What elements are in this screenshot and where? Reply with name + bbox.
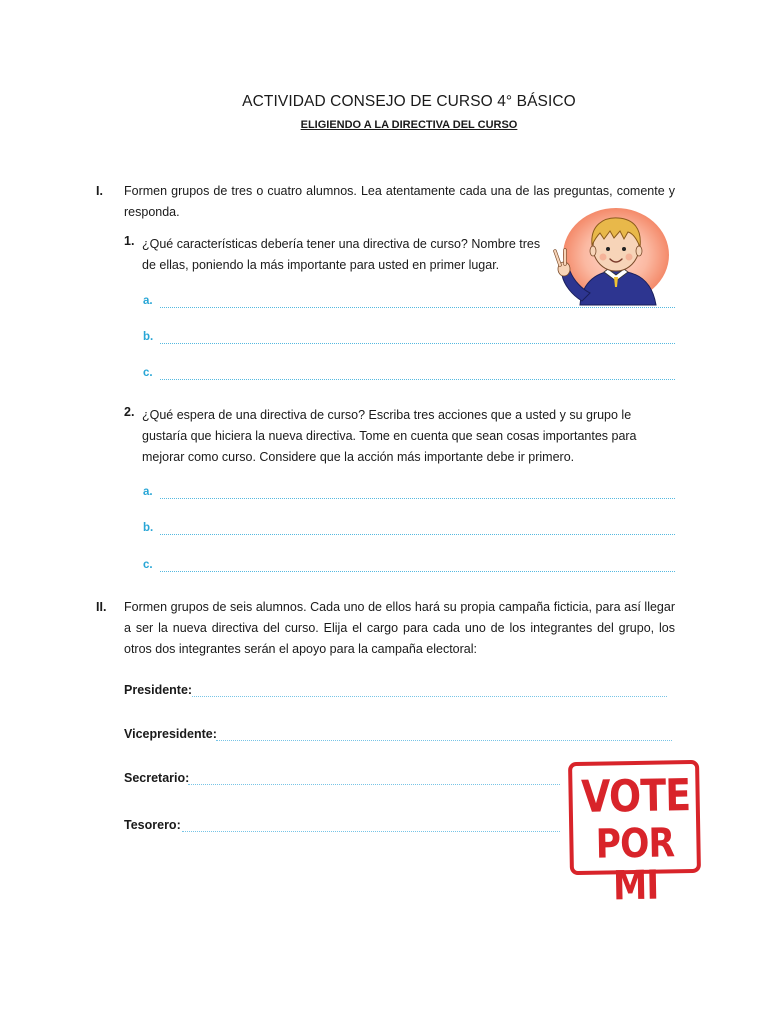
answer-dotted-line	[160, 379, 675, 380]
section-2-instructions: Formen grupos de seis alumnos. Cada uno de ellos hará su propia campaña ficticia, para así llegar a ser la nueva directiva del curso. Elija el cargo para cada uno de los integrantes del grupo, los otros dos integrantes serán el apoyo para la campaña electoral:	[124, 600, 675, 656]
answer-dotted-line	[160, 498, 675, 499]
answer-letter: b.	[143, 522, 154, 534]
answer-letter: c.	[143, 559, 153, 571]
answer-dotted-line	[160, 571, 675, 572]
president-field[interactable]	[124, 683, 667, 699]
answer-dotted-line	[160, 343, 675, 344]
answer-letter: a.	[143, 295, 153, 307]
question-2-text: ¿Qué espera de una directiva de curso? Escriba tres acciones que a usted y su grupo le gustaría que hiciera la nueva directiva. Tome en cuenta que sean cosas importantes para mejorar como curso. Considere que la acción más importante debe ir primero.	[142, 408, 637, 464]
answer-1b-line[interactable]	[143, 331, 675, 345]
answer-2c-line[interactable]	[143, 559, 675, 573]
student-waving-illustration	[546, 205, 672, 307]
vicepresident-label: Vicepresidente:	[124, 727, 217, 741]
secretary-dotted-line	[188, 784, 560, 785]
secretary-field[interactable]	[124, 771, 560, 787]
treasurer-dotted-line	[182, 831, 560, 832]
treasurer-label: Tesorero:	[124, 818, 181, 832]
question-1-number: 1.	[124, 234, 135, 248]
stamp-line-2: POR MI	[595, 820, 675, 910]
secretary-label: Secretario:	[124, 771, 190, 785]
president-label: Presidente:	[124, 683, 193, 697]
answer-2a-line[interactable]	[143, 486, 675, 500]
section-1-numeral: I.	[96, 184, 103, 198]
answer-1c-line[interactable]	[143, 367, 675, 381]
answer-dotted-line	[160, 534, 675, 535]
vote-stamp	[568, 760, 701, 910]
section-1-instructions: Formen grupos de tres o cuatro alumnos. Lea atentamente cada una de las preguntas, comente y responda.	[124, 184, 675, 219]
vicepresident-dotted-line	[216, 740, 672, 741]
answer-letter: c.	[143, 367, 153, 379]
vicepresident-field[interactable]	[124, 727, 672, 743]
page-subtitle: ELIGIENDO A LA DIRECTIVA DEL CURSO	[300, 119, 518, 131]
president-dotted-line	[192, 696, 667, 697]
answer-dotted-line	[160, 307, 675, 308]
answer-letter: a.	[143, 486, 153, 498]
page-title: ACTIVIDAD CONSEJO DE CURSO 4° BÁSICO	[242, 93, 576, 110]
question-2-number: 2.	[124, 405, 135, 419]
section-2-numeral: II.	[96, 600, 107, 614]
treasurer-field[interactable]	[124, 818, 560, 834]
answer-2b-line[interactable]	[143, 522, 675, 536]
question-1-text: ¿Qué características debería tener una directiva de curso? Nombre tres de ellas, poniendo la más importante para usted en primer lugar.	[142, 237, 541, 272]
answer-letter: b.	[143, 331, 154, 343]
stamp-line-1: VOTE	[580, 770, 691, 823]
